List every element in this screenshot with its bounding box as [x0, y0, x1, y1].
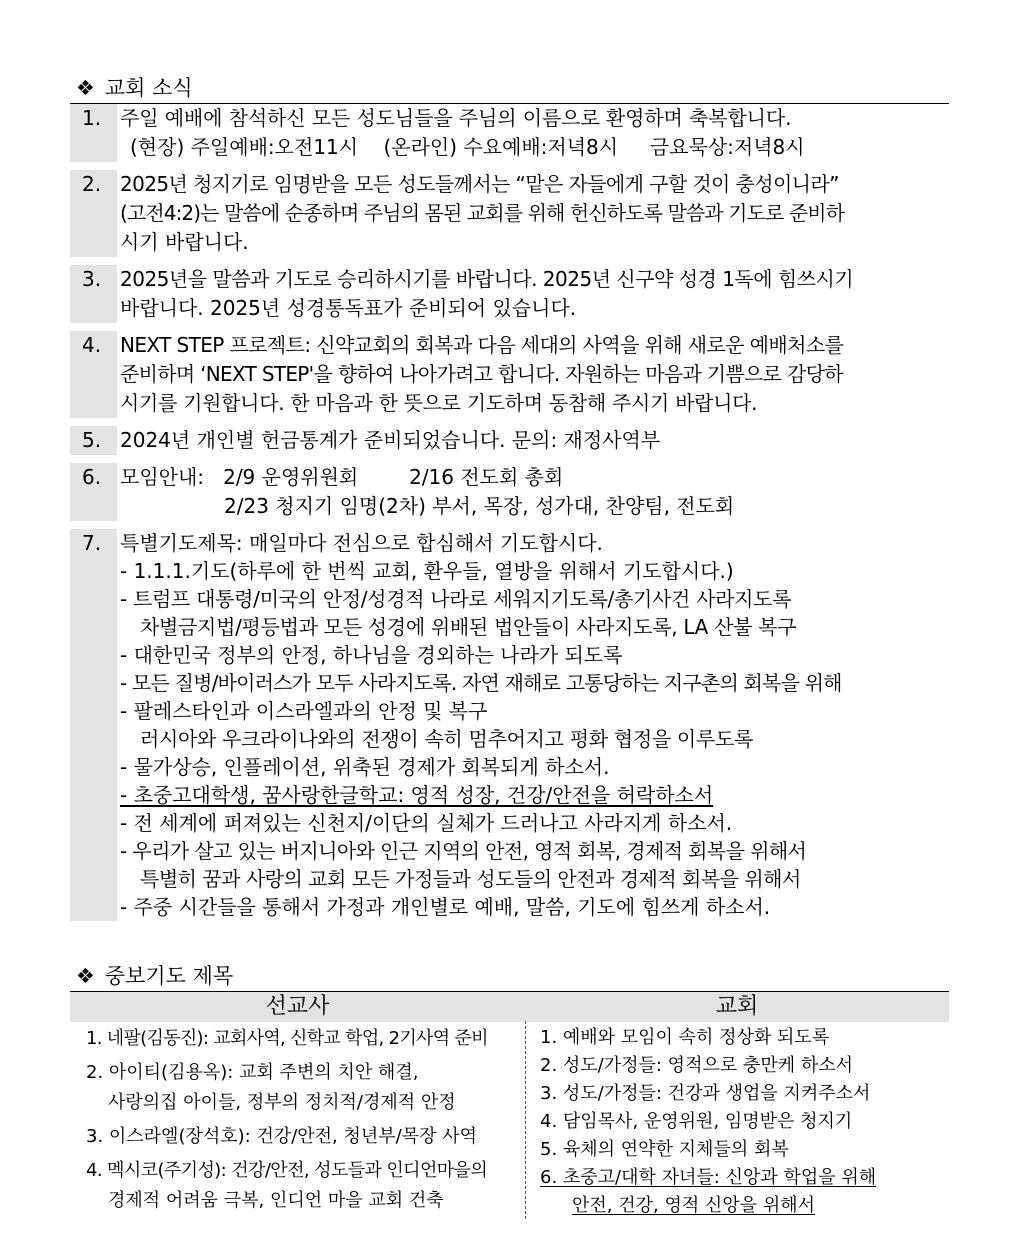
news-line: 2025년을 말씀과 기도로 승리하시기를 바랍니다. 2025년 신구약 성경 1독에 힘쓰시기	[120, 267, 854, 291]
column-divider	[525, 1021, 526, 1219]
prayer-topic-line: - 주중 시간들을 통해서 가정과 개인별로 예배, 말씀, 기도에 힘쓰게 하소서.	[120, 895, 771, 919]
prayer-topic-line: - 전 세계에 퍼져있는 신천지/이단의 실체가 드러나고 사라지게 하소서.	[120, 811, 733, 835]
news-line: 준비하며 ‘NEXT STEP'을 향하여 나아가려고 합니다. 자원하는 마음과 기쁨으로 감당하	[120, 362, 843, 386]
news-item-body	[117, 104, 949, 162]
news-item-7	[70, 529, 949, 921]
prayer-topic-line: 특별기도제목: 매일마다 전심으로 합심해서 기도합시다.	[120, 531, 603, 555]
news-item-number: 1.	[70, 104, 117, 162]
prayer-topic-line: - 물가상승, 인플레이션, 위축된 경제가 회복되게 하소서.	[120, 755, 610, 779]
church-header: 교회	[715, 994, 759, 1019]
church-prayer-item: 3. 성도/가정들: 건강과 생업을 지켜주소서	[540, 1083, 871, 1104]
church-news-list	[70, 104, 949, 921]
church-prayer-item: 2. 성도/가정들: 영적으로 충만케 하소서	[540, 1055, 854, 1076]
diamond-bullet-icon: ❖	[76, 76, 95, 100]
news-line: (현장) 주일예배:오전11시 (온라인) 수요예배:저녁8시 금요묵상:저녁8시	[130, 135, 805, 159]
news-line: 2024년 개인별 헌금통계가 준비되었습니다. 문의: 재정사역부	[120, 428, 661, 452]
news-item-body	[117, 331, 949, 418]
news-line: 2025년 청지기로 임명받을 모든 성도들께서는 “맡은 자들에게 구할 것이 충성이니라”	[120, 172, 839, 196]
prayer-topic-line: 러시아와 우크라이나와의 전쟁이 속히 멈추어지고 평화 협정을 이루도록	[140, 727, 754, 751]
news-item-number: 7.	[70, 529, 117, 921]
prayer-topic-line: - 1.1.1.기도(하루에 한 번씩 교회, 환우들, 열방을 위해서 기도합시다.)	[120, 559, 734, 583]
church-news-title-text: 교회 소식	[104, 76, 193, 100]
news-item-body	[117, 170, 949, 257]
news-item-2	[70, 170, 949, 257]
news-item-body	[117, 426, 949, 455]
church-prayer-list	[540, 1024, 945, 1220]
news-line: 모임안내: 2/9 운영위원회 2/16 전도회 총회	[120, 465, 564, 489]
prayer-topic-line: - 대한민국 정부의 안정, 하나님을 경외하는 나라가 되도록	[120, 643, 623, 667]
news-line: 주일 예배에 참석하신 모든 성도님들을 주님의 이름으로 환영하며 축복합니다.	[120, 106, 792, 130]
news-line: (고전4:2)는 말씀에 순종하며 주님의 몸된 교회를 위해 헌신하도록 말씀과 기도로 준비하	[120, 201, 845, 225]
news-item-number: 3.	[70, 265, 117, 323]
church-news-title	[76, 74, 193, 102]
intercession-title	[76, 962, 233, 990]
news-item-number: 5.	[70, 426, 117, 455]
intercession-header-row	[70, 991, 949, 1022]
news-item-4	[70, 331, 949, 418]
news-item-6	[70, 463, 949, 521]
news-item-number: 4.	[70, 331, 117, 418]
missionary-header: 선교사	[265, 994, 330, 1019]
news-item-body	[117, 529, 949, 921]
missionary-item: 경제적 어려움 극복, 인디언 마을 교회 건축	[108, 1190, 444, 1211]
prayer-topic-line: - 팔레스타인과 이스라엘과의 안정 및 복구	[120, 699, 488, 723]
missionary-item: 4. 멕시코(주기성): 건강/안전, 성도들과 인디언마을의	[86, 1160, 488, 1181]
news-item-body	[117, 265, 949, 323]
church-prayer-item: 6. 초중고/대학 자녀들: 신앙과 학업을 위해	[540, 1167, 877, 1188]
missionary-item: 1. 네팔(김동진): 교회사역, 신학교 학업, 2기사역 준비	[86, 1028, 488, 1049]
news-item-5	[70, 426, 949, 455]
church-prayer-item: 4. 담임목사, 운영위원, 임명받은 청지기	[540, 1111, 853, 1132]
prayer-topic-line: 차별금지법/평등법과 모든 성경에 위배된 법안들이 사라지도록, LA 산불 복구	[140, 615, 797, 639]
news-item-3	[70, 265, 949, 323]
news-line: NEXT STEP 프로젝트: 신약교회의 회복과 다음 세대의 사역을 위해 새로운 예배처소를	[120, 333, 844, 357]
prayer-topic-line: - 초중고대학생, 꿈사랑한글학교: 영적 성장, 건강/안전을 허락하소서	[120, 783, 714, 807]
news-item-number: 2.	[70, 170, 117, 257]
church-prayer-item: 안전, 건강, 영적 신앙을 위해서	[572, 1195, 815, 1216]
news-item-1	[70, 104, 949, 162]
prayer-topic-line: - 우리가 살고 있는 버지니아와 인근 지역의 안전, 영적 회복, 경제적 회복을 위해서	[120, 839, 807, 863]
prayer-topic-line: - 모든 질병/바이러스가 모두 사라지도록. 자연 재해로 고통당하는 지구촌의 회복을 위해	[120, 671, 842, 695]
missionary-item: 사랑의집 아이들, 정부의 정치적/경제적 안정	[108, 1092, 456, 1113]
news-line: 바랍니다. 2025년 성경통독표가 준비되어 있습니다.	[120, 296, 577, 320]
news-item-body	[117, 463, 949, 521]
church-prayer-item: 1. 예배와 모임이 속히 정상화 되도록	[540, 1027, 830, 1048]
prayer-topic-line: - 트럼프 대통령/미국의 안정/성경적 나라로 세워지기도록/총기사건 사라지도록	[120, 587, 792, 611]
intercession-title-text: 중보기도 제목	[104, 964, 234, 988]
missionary-item: 3. 이스라엘(장석호): 건강/안전, 청년부/목장 사역	[86, 1126, 478, 1147]
news-line: 2/23 청지기 임명(2차) 부서, 목장, 성가대, 찬양팀, 전도회	[224, 494, 735, 518]
missionary-item: 2. 아이티(김용옥): 교회 주변의 치안 해결,	[86, 1062, 419, 1083]
prayer-topic-line: 특별히 꿈과 사랑의 교회 모든 가정들과 성도들의 안전과 경제적 회복을 위해서	[140, 867, 801, 891]
missionary-list	[86, 1024, 522, 1216]
news-item-number: 6.	[70, 463, 117, 521]
news-line: 시기 바랍니다.	[120, 230, 249, 254]
news-line: 시기를 기원합니다. 한 마음과 한 뜻으로 기도하며 동참해 주시기 바랍니다.	[120, 391, 758, 415]
church-prayer-item: 5. 육체의 연약한 지체들의 회복	[540, 1139, 789, 1160]
diamond-bullet-icon: ❖	[76, 964, 95, 988]
